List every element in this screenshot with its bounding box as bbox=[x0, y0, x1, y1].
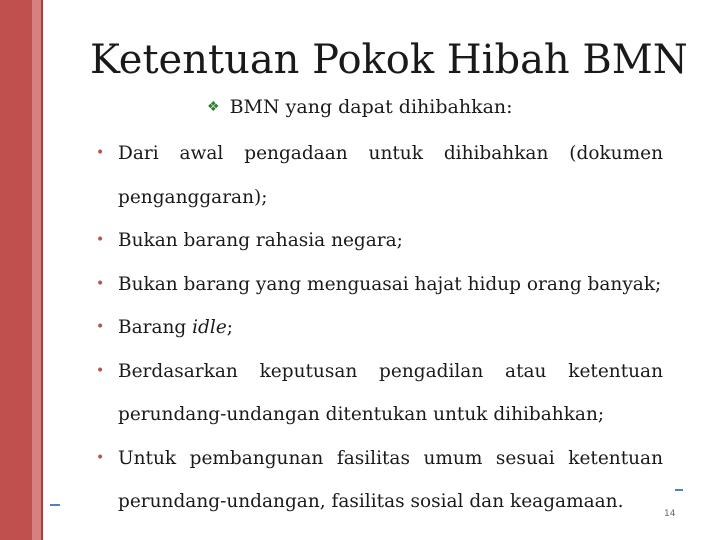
bullet-icon: • bbox=[96, 362, 105, 379]
bullet-icon: • bbox=[96, 449, 105, 466]
bullet-icon: • bbox=[96, 319, 105, 335]
list-item bbox=[96, 132, 663, 219]
slide-title: Ketentuan Pokok Hibah BMN bbox=[90, 37, 688, 83]
list-item-suffix: ; bbox=[226, 317, 233, 338]
diamond-bullet-icon: ❖ bbox=[207, 99, 220, 115]
list-item bbox=[96, 219, 663, 263]
left-accent-stripe bbox=[32, 0, 41, 540]
list-item bbox=[96, 350, 663, 437]
list-item-italic: idle bbox=[192, 317, 227, 338]
list-item bbox=[96, 437, 663, 524]
list-item bbox=[96, 306, 663, 350]
list-item bbox=[96, 263, 663, 307]
list-item-prefix: Barang bbox=[118, 317, 193, 338]
bullet-icon: • bbox=[96, 232, 105, 248]
left-accent-line bbox=[41, 0, 43, 540]
bullet-icon: • bbox=[96, 145, 105, 161]
footer-left-dash bbox=[50, 504, 60, 506]
footer-right-dash bbox=[675, 489, 683, 491]
slide-subtitle bbox=[207, 94, 513, 120]
list-item-text: Bukan barang rahasia negara; bbox=[118, 230, 403, 251]
subtitle-text: BMN yang dapat dihibahkan: bbox=[229, 96, 513, 118]
list-item-text: Bukan barang yang menguasai hajat hidup orang banyak; bbox=[118, 273, 662, 295]
list-item-text: Dari awal pengadaan untuk dihibahkan (dokumen penganggaran); bbox=[118, 143, 663, 208]
bullet-list bbox=[96, 132, 663, 524]
page-number: 14 bbox=[664, 509, 676, 519]
list-item-text: Berdasarkan keputusan pengadilan atau ketentuan perundang-undangan ditentukan untuk dihibahkan; bbox=[118, 360, 663, 425]
bullet-icon: • bbox=[96, 275, 105, 292]
list-item-text: Untuk pembangunan fasilitas umum sesuai ketentuan perundang-undangan, fasilitas sosial dan keagamaan. bbox=[118, 447, 663, 512]
